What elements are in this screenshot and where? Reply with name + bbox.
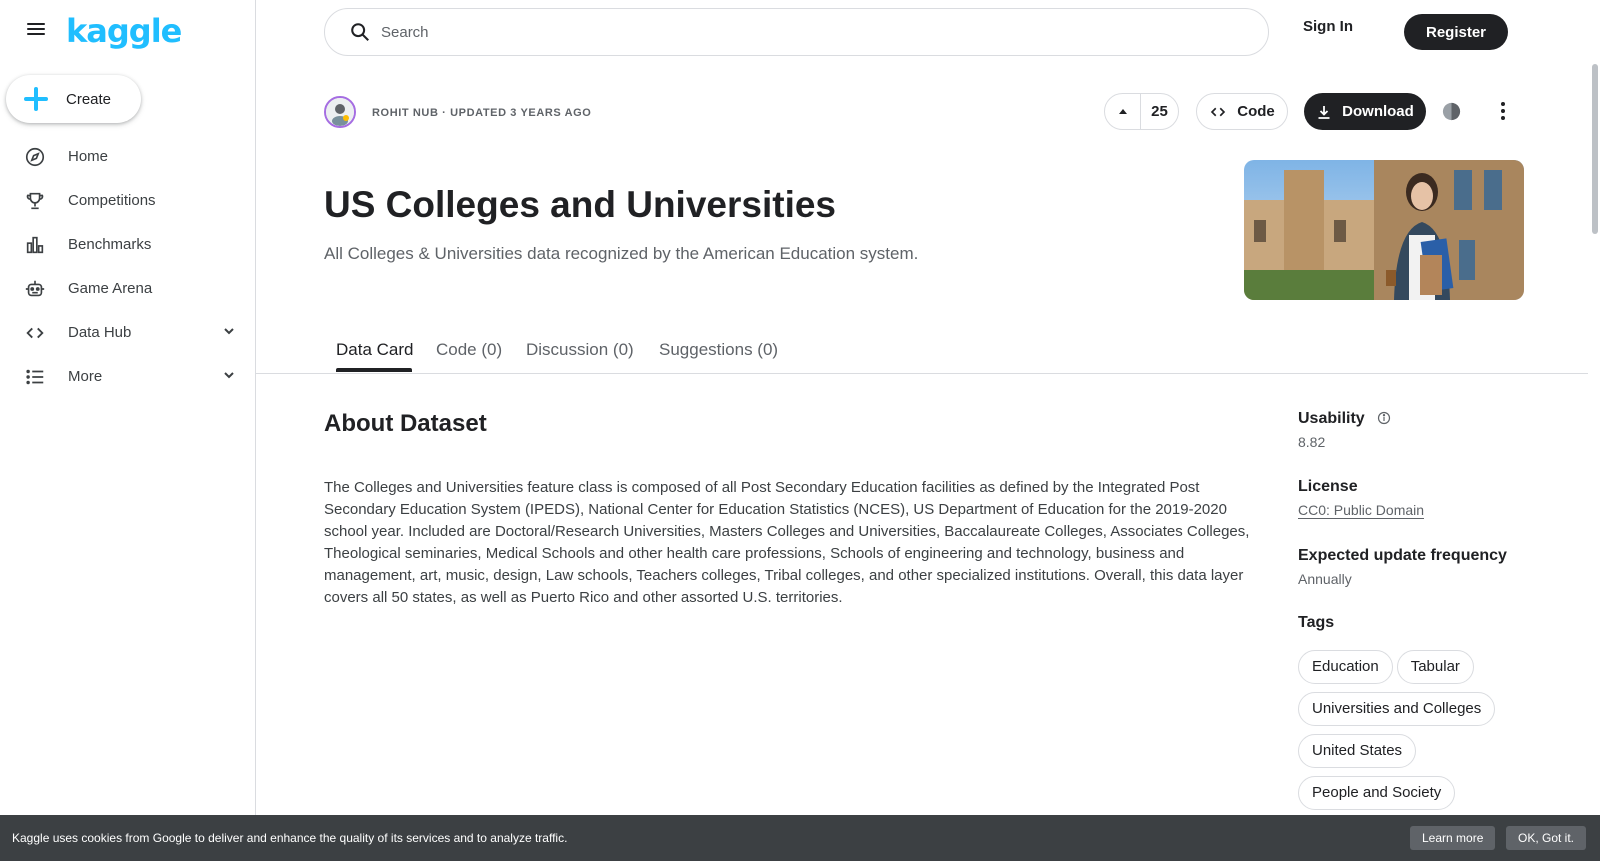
- tab-data-card[interactable]: Data Card: [336, 340, 414, 359]
- sidebar-item-data-hub[interactable]: [0, 310, 256, 354]
- code-button[interactable]: [1196, 93, 1288, 130]
- search-input[interactable]: [381, 24, 1241, 41]
- usability-section: [1298, 410, 1391, 450]
- about-heading: About Dataset: [324, 410, 487, 437]
- download-icon: [1316, 104, 1332, 120]
- usability-label: Usability: [1298, 410, 1365, 427]
- code-brackets-icon: [24, 322, 46, 344]
- vote-count: 25: [1151, 103, 1168, 120]
- sidebar-item-label: Competitions: [68, 191, 156, 209]
- page-title: US Colleges and Universities: [324, 184, 837, 225]
- active-tab-indicator: [336, 368, 412, 372]
- update-frequency-value: Annually: [1298, 571, 1352, 587]
- cookie-banner: [0, 815, 1600, 861]
- arrow-up-icon: [1117, 106, 1129, 118]
- cookie-text: Kaggle uses cookies from Google to deliver and enhance the quality of its services and to analyze traffic.: [12, 831, 568, 845]
- sidebar-header: [0, 0, 256, 64]
- trophy-icon: [24, 190, 46, 212]
- kaggle-logo[interactable]: kaggle: [66, 12, 182, 50]
- tag-chip[interactable]: People and Society: [1298, 776, 1455, 810]
- code-brackets-icon: [1209, 103, 1227, 121]
- sidebar-nav: [0, 134, 256, 398]
- sidebar-item-label: Home: [68, 147, 109, 165]
- tags-heading-wrap: [1298, 614, 1334, 632]
- tag-chip[interactable]: Education: [1298, 650, 1393, 684]
- dataset-tabs: [256, 330, 1588, 374]
- avatar-image: [326, 98, 354, 126]
- license-link[interactable]: CC0: Public Domain: [1298, 502, 1425, 518]
- tab-suggestions[interactable]: Suggestions (0): [659, 340, 779, 359]
- compass-icon: [24, 146, 46, 168]
- plus-icon: [24, 87, 48, 111]
- upvote-button[interactable]: [1105, 94, 1141, 129]
- sidebar-item-competitions[interactable]: [0, 178, 256, 222]
- download-button-label: Download: [1342, 103, 1414, 120]
- license-heading: License: [1298, 478, 1358, 495]
- usability-value: 8.82: [1298, 434, 1326, 450]
- sidebar-item-benchmarks[interactable]: [0, 222, 256, 266]
- dataset-description: The Colleges and Universities feature class is composed of all Post Secondary Education facilities as defined by the Integrated Post Secondary Education System (IPEDS), National Center for Education Statistics (NCES), US Department of Education for the 2019-2020 school year. Included are Doctoral/Research Universities, Masters Colleges and Universities, Baccalaureate Colleges, Associates Colleges, Theological seminaries, Medical Schools and other health care professions, Schools of engineering and technology, business and management, art, music, design, Law schools, Teachers colleges, Tribal colleges, and other specialized institutions. Overall, this data layer covers all 50 states, as well as Puerto Rico and other assorted U.S. territories.: [324, 479, 1250, 606]
- scrollbar-thumb[interactable]: [1592, 64, 1598, 234]
- usability-heading: [1298, 410, 1391, 428]
- more-options-icon[interactable]: [1492, 100, 1514, 122]
- sidebar-item-label: Game Arena: [68, 279, 153, 297]
- menu-icon[interactable]: [24, 20, 48, 44]
- sidebar-item-label: Data Hub: [68, 323, 132, 341]
- sign-in-link[interactable]: Sign In: [1303, 18, 1353, 35]
- update-frequency-heading: Expected update frequency: [1298, 547, 1507, 564]
- create-label: Create: [66, 90, 112, 108]
- learn-more-button[interactable]: Learn more: [1410, 826, 1495, 850]
- create-button[interactable]: [6, 75, 141, 123]
- info-icon[interactable]: [1377, 411, 1391, 425]
- avatar[interactable]: [324, 96, 356, 128]
- sidebar-item-home[interactable]: [0, 134, 256, 178]
- tab-code[interactable]: Code (0): [436, 340, 503, 359]
- sidebar-item-label: More: [68, 367, 103, 385]
- tag-chip[interactable]: Universities and Colleges: [1298, 692, 1495, 726]
- license-section: [1298, 478, 1424, 520]
- list-icon: [24, 366, 46, 388]
- tag-chip[interactable]: United States: [1298, 734, 1416, 768]
- register-button[interactable]: Register: [1404, 14, 1508, 50]
- theme-toggle-icon[interactable]: [1441, 101, 1462, 122]
- tag-chip[interactable]: Tabular: [1397, 650, 1474, 684]
- sidebar: [0, 0, 256, 861]
- search-icon: [349, 21, 371, 43]
- tags-heading: Tags: [1298, 614, 1335, 631]
- chevron-down-icon[interactable]: [222, 324, 236, 338]
- dataset-byline: ROHIT NUB · UPDATED 3 YEARS AGO: [372, 107, 592, 119]
- dataset-cover-image: [1244, 160, 1524, 300]
- cookie-ok-button[interactable]: OK, Got it.: [1506, 826, 1586, 850]
- chevron-down-icon[interactable]: [222, 368, 236, 382]
- search-bar[interactable]: [324, 8, 1269, 56]
- code-button-label: Code: [1237, 103, 1275, 120]
- tags-list: [1298, 650, 1578, 818]
- upvote-control: [1104, 93, 1179, 130]
- page-scrollbar[interactable]: [1590, 0, 1600, 861]
- sidebar-item-game-arena[interactable]: [0, 266, 256, 310]
- cover-illustration: [1244, 160, 1524, 300]
- page-subtitle: All Colleges & Universities data recognized by the American Education system.: [324, 244, 919, 263]
- robot-icon: [24, 278, 46, 300]
- sidebar-item-more[interactable]: [0, 354, 256, 398]
- sidebar-item-label: Benchmarks: [68, 235, 152, 253]
- update-frequency-section: [1298, 547, 1507, 587]
- download-button[interactable]: [1304, 93, 1426, 130]
- tab-discussion[interactable]: Discussion (0): [526, 340, 634, 359]
- bar-chart-icon: [24, 234, 46, 256]
